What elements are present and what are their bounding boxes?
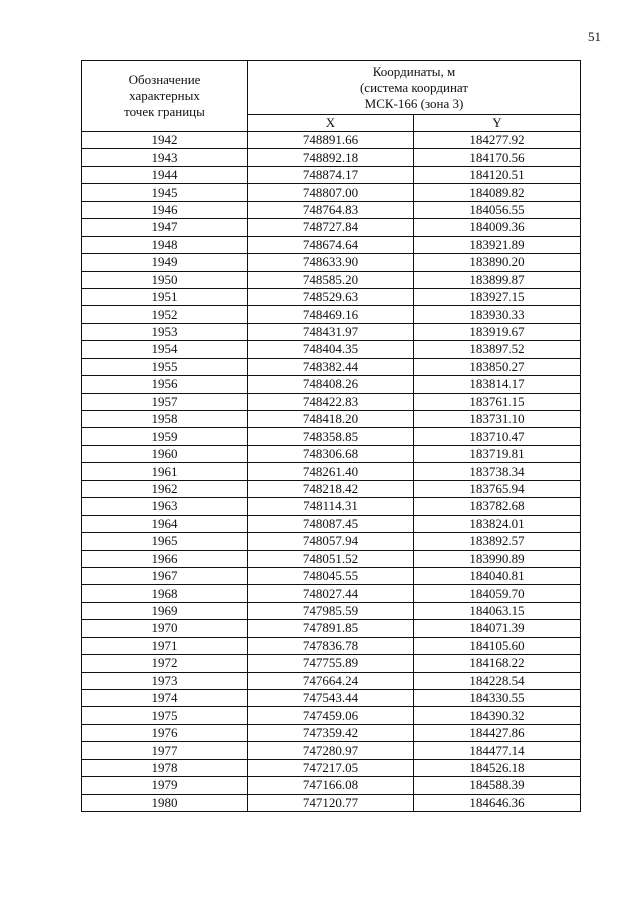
point-cell: 1948 bbox=[82, 236, 248, 253]
point-cell: 1961 bbox=[82, 463, 248, 480]
table-row bbox=[82, 184, 581, 201]
point-cell: 1974 bbox=[82, 690, 248, 707]
point-cell: 1977 bbox=[82, 742, 248, 759]
table-row bbox=[82, 672, 581, 689]
point-cell: 1964 bbox=[82, 515, 248, 532]
point-cell: 1944 bbox=[82, 166, 248, 183]
table-row bbox=[82, 219, 581, 236]
x-coordinate-cell: 748891.66 bbox=[248, 132, 414, 149]
table-row bbox=[82, 306, 581, 323]
point-cell: 1979 bbox=[82, 777, 248, 794]
y-coordinate-cell: 184277.92 bbox=[414, 132, 581, 149]
point-cell: 1965 bbox=[82, 533, 248, 550]
point-cell: 1976 bbox=[82, 724, 248, 741]
y-coordinate-cell: 183919.67 bbox=[414, 323, 581, 340]
table-row bbox=[82, 724, 581, 741]
point-cell: 1973 bbox=[82, 672, 248, 689]
point-cell: 1968 bbox=[82, 585, 248, 602]
y-coordinate-cell: 184228.54 bbox=[414, 672, 581, 689]
point-cell: 1945 bbox=[82, 184, 248, 201]
y-coordinate-cell: 183892.57 bbox=[414, 533, 581, 550]
table-row bbox=[82, 777, 581, 794]
x-coordinate-cell: 748727.84 bbox=[248, 219, 414, 236]
x-coordinate-cell: 748306.68 bbox=[248, 445, 414, 462]
coords-header-line: Координаты, м bbox=[372, 63, 456, 79]
x-coordinate-cell: 748418.20 bbox=[248, 411, 414, 428]
table-row bbox=[82, 533, 581, 550]
y-coordinate-cell: 183990.89 bbox=[414, 550, 581, 567]
y-coordinate-cell: 183921.89 bbox=[414, 236, 581, 253]
point-cell: 1969 bbox=[82, 602, 248, 619]
y-coordinate-cell: 183782.68 bbox=[414, 498, 581, 515]
table-row bbox=[82, 323, 581, 340]
table-row bbox=[82, 515, 581, 532]
table-row bbox=[82, 166, 581, 183]
y-coordinate-cell: 184526.18 bbox=[414, 759, 581, 776]
table-row bbox=[82, 463, 581, 480]
point-cell: 1946 bbox=[82, 201, 248, 218]
table-row bbox=[82, 637, 581, 654]
y-coordinate-cell: 184477.14 bbox=[414, 742, 581, 759]
table-row bbox=[82, 132, 581, 149]
table-header bbox=[82, 61, 581, 132]
point-cell: 1954 bbox=[82, 341, 248, 358]
x-coordinate-cell: 747166.08 bbox=[248, 777, 414, 794]
table-row bbox=[82, 149, 581, 166]
y-coordinate-cell: 184063.15 bbox=[414, 602, 581, 619]
y-coordinate-cell: 184330.55 bbox=[414, 690, 581, 707]
y-coordinate-cell: 184168.22 bbox=[414, 655, 581, 672]
x-coordinate-cell: 747891.85 bbox=[248, 620, 414, 637]
x-coordinate-cell: 748807.00 bbox=[248, 184, 414, 201]
x-coordinate-cell: 748045.55 bbox=[248, 567, 414, 584]
x-coordinate-cell: 747755.89 bbox=[248, 655, 414, 672]
page-number: 51 bbox=[588, 29, 601, 44]
table-row bbox=[82, 271, 581, 288]
point-cell: 1975 bbox=[82, 707, 248, 724]
coords-header-line: (система координат bbox=[359, 79, 469, 95]
y-coordinate-cell: 184120.51 bbox=[414, 166, 581, 183]
y-coordinate-cell: 184056.55 bbox=[414, 201, 581, 218]
table-row bbox=[82, 655, 581, 672]
table-row bbox=[82, 742, 581, 759]
coords-header-line: МСК-166 (зона 3) bbox=[364, 95, 464, 111]
point-cell: 1967 bbox=[82, 567, 248, 584]
table-body bbox=[82, 132, 581, 812]
point-cell: 1962 bbox=[82, 480, 248, 497]
point-header-line: точек границы bbox=[124, 104, 205, 119]
x-coordinate-cell: 747359.42 bbox=[248, 724, 414, 741]
coordinates-table bbox=[81, 60, 581, 812]
y-coordinate-cell: 183738.34 bbox=[414, 463, 581, 480]
y-coordinate-cell: 183897.52 bbox=[414, 341, 581, 358]
y-coordinate-cell: 183719.81 bbox=[414, 445, 581, 462]
point-designation-header bbox=[82, 61, 248, 132]
point-cell: 1956 bbox=[82, 376, 248, 393]
table-row bbox=[82, 428, 581, 445]
y-coordinate-cell: 183927.15 bbox=[414, 288, 581, 305]
x-coordinate-cell: 748051.52 bbox=[248, 550, 414, 567]
point-cell: 1963 bbox=[82, 498, 248, 515]
y-coordinate-cell: 184009.36 bbox=[414, 219, 581, 236]
x-coordinate-cell: 748529.63 bbox=[248, 288, 414, 305]
x-coordinate-cell: 748358.85 bbox=[248, 428, 414, 445]
table-row bbox=[82, 602, 581, 619]
table-row bbox=[82, 341, 581, 358]
x-coordinate-cell: 748892.18 bbox=[248, 149, 414, 166]
x-coordinate-cell: 748633.90 bbox=[248, 254, 414, 271]
x-coordinate-cell: 748382.44 bbox=[248, 358, 414, 375]
point-cell: 1942 bbox=[82, 132, 248, 149]
point-cell: 1952 bbox=[82, 306, 248, 323]
table-row bbox=[82, 690, 581, 707]
table-row bbox=[82, 254, 581, 271]
x-coordinate-cell: 748422.83 bbox=[248, 393, 414, 410]
coordinates-header bbox=[248, 61, 581, 115]
y-coordinate-cell: 183731.10 bbox=[414, 411, 581, 428]
y-coordinate-cell: 183710.47 bbox=[414, 428, 581, 445]
x-coordinate-cell: 747985.59 bbox=[248, 602, 414, 619]
y-coordinate-cell: 183765.94 bbox=[414, 480, 581, 497]
x-coordinate-cell: 747543.44 bbox=[248, 690, 414, 707]
y-coordinate-cell: 183814.17 bbox=[414, 376, 581, 393]
x-coordinate-cell: 747120.77 bbox=[248, 794, 414, 811]
x-coordinate-cell: 748114.31 bbox=[248, 498, 414, 515]
table-row bbox=[82, 358, 581, 375]
point-cell: 1980 bbox=[82, 794, 248, 811]
y-coordinate-cell: 183761.15 bbox=[414, 393, 581, 410]
table-row bbox=[82, 498, 581, 515]
point-cell: 1972 bbox=[82, 655, 248, 672]
table-row bbox=[82, 393, 581, 410]
y-coordinate-cell: 184089.82 bbox=[414, 184, 581, 201]
x-coordinate-cell: 747836.78 bbox=[248, 637, 414, 654]
y-coordinate-cell: 183890.20 bbox=[414, 254, 581, 271]
point-cell: 1955 bbox=[82, 358, 248, 375]
table-row bbox=[82, 445, 581, 462]
x-coordinate-cell: 747664.24 bbox=[248, 672, 414, 689]
x-coordinate-cell: 748027.44 bbox=[248, 585, 414, 602]
x-coordinate-cell: 748585.20 bbox=[248, 271, 414, 288]
y-coordinate-cell: 184170.56 bbox=[414, 149, 581, 166]
point-cell: 1953 bbox=[82, 323, 248, 340]
point-cell: 1949 bbox=[82, 254, 248, 271]
x-coordinate-cell: 748408.26 bbox=[248, 376, 414, 393]
point-cell: 1943 bbox=[82, 149, 248, 166]
table-row bbox=[82, 759, 581, 776]
y-coordinate-cell: 183899.87 bbox=[414, 271, 581, 288]
point-cell: 1970 bbox=[82, 620, 248, 637]
point-cell: 1957 bbox=[82, 393, 248, 410]
x-coordinate-cell: 748469.16 bbox=[248, 306, 414, 323]
y-coordinate-cell: 183930.33 bbox=[414, 306, 581, 323]
table-row bbox=[82, 236, 581, 253]
x-coordinate-cell: 748674.64 bbox=[248, 236, 414, 253]
x-coordinate-cell: 748404.35 bbox=[248, 341, 414, 358]
y-coordinate-cell: 184059.70 bbox=[414, 585, 581, 602]
point-cell: 1960 bbox=[82, 445, 248, 462]
y-coordinate-cell: 183824.01 bbox=[414, 515, 581, 532]
y-coordinate-cell: 184071.39 bbox=[414, 620, 581, 637]
table-row bbox=[82, 411, 581, 428]
point-header-line: Обозначение bbox=[128, 72, 201, 87]
y-coordinate-cell: 183850.27 bbox=[414, 358, 581, 375]
table-row bbox=[82, 550, 581, 567]
y-coordinate-cell: 184646.36 bbox=[414, 794, 581, 811]
point-cell: 1951 bbox=[82, 288, 248, 305]
table-row bbox=[82, 620, 581, 637]
x-coordinate-cell: 747217.05 bbox=[248, 759, 414, 776]
y-column-header: Y bbox=[414, 115, 581, 132]
y-coordinate-cell: 184588.39 bbox=[414, 777, 581, 794]
x-coordinate-cell: 748431.97 bbox=[248, 323, 414, 340]
table-row bbox=[82, 585, 581, 602]
x-coordinate-cell: 747280.97 bbox=[248, 742, 414, 759]
point-cell: 1966 bbox=[82, 550, 248, 567]
table-row bbox=[82, 201, 581, 218]
x-coordinate-cell: 748261.40 bbox=[248, 463, 414, 480]
y-coordinate-cell: 184427.86 bbox=[414, 724, 581, 741]
x-coordinate-cell: 748874.17 bbox=[248, 166, 414, 183]
x-coordinate-cell: 748057.94 bbox=[248, 533, 414, 550]
x-coordinate-cell: 748764.83 bbox=[248, 201, 414, 218]
point-cell: 1958 bbox=[82, 411, 248, 428]
table-row bbox=[82, 288, 581, 305]
x-coordinate-cell: 747459.06 bbox=[248, 707, 414, 724]
table-row bbox=[82, 794, 581, 811]
point-cell: 1947 bbox=[82, 219, 248, 236]
point-cell: 1971 bbox=[82, 637, 248, 654]
y-coordinate-cell: 184390.32 bbox=[414, 707, 581, 724]
point-header-line: характерных bbox=[129, 88, 200, 103]
point-cell: 1950 bbox=[82, 271, 248, 288]
table-row bbox=[82, 567, 581, 584]
x-column-header: X bbox=[248, 115, 414, 132]
table-row bbox=[82, 707, 581, 724]
y-coordinate-cell: 184105.60 bbox=[414, 637, 581, 654]
x-coordinate-cell: 748087.45 bbox=[248, 515, 414, 532]
table-row bbox=[82, 480, 581, 497]
point-cell: 1959 bbox=[82, 428, 248, 445]
x-coordinate-cell: 748218.42 bbox=[248, 480, 414, 497]
y-coordinate-cell: 184040.81 bbox=[414, 567, 581, 584]
table-row bbox=[82, 376, 581, 393]
point-cell: 1978 bbox=[82, 759, 248, 776]
